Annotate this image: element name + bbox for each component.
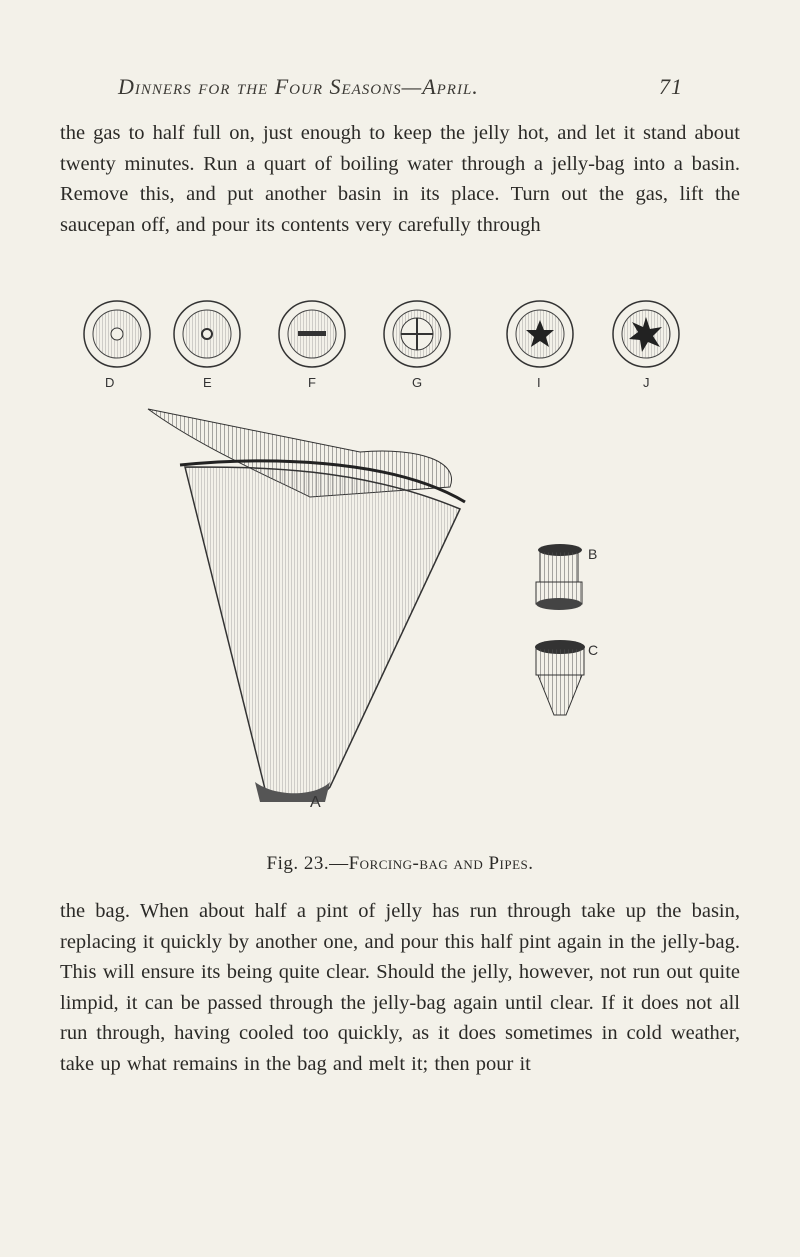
figure-illustration [60,297,740,842]
pipe-label-b: B [588,546,598,562]
nozzle-j [613,301,679,367]
nozzle-label-e: E [203,375,212,390]
pipe-label-c: C [588,642,599,658]
nozzle-label-g: G [412,375,423,390]
running-head [118,74,683,104]
nozzle-label-d: D [105,375,115,390]
nozzle-label-i: I [537,375,541,390]
page-number: 71 [659,74,683,99]
pipe-c [535,640,598,715]
pipe-b [536,544,597,610]
nozzle-f [279,301,345,367]
caption-title: Forcing-bag and Pipes. [348,853,534,874]
nozzle-g [384,301,450,367]
forcing-bag-a [148,409,465,811]
nozzle-label-j: J [643,375,650,390]
nozzle-label-f: F [308,375,316,390]
running-head-title: Dinners for the Four Seasons—April. [118,74,479,99]
nozzle-d [84,301,150,367]
paragraph-top: the gas to half full on, just enough to keep the jelly hot, and let it stand about twenty minutes. Run a quart of boiling water through a jelly-bag into a basin. Remove this, and put another basin in its place. Turn out the gas, lift the saucepan off, and pour its contents very carefully through [60,122,740,236]
nozzle-i [507,301,573,367]
bag-label-a: A [310,794,321,811]
nozzle-e [174,301,240,367]
paragraph-bottom: the bag. When about half a pint of jelly has run through take up the basin, replacing it quickly by another one, and pour this half pint again in the jelly-bag. This will ensure its being quite clear. Should the jelly, however, not run out quite limpid, it can be passed through the jelly-bag again until clear. If it does not all run through, having cooled too quickly, as it does sometimes in cold weather, take up what remains in the bag and melt it; then pour it [60,900,740,1075]
caption-prefix: Fig. 23.— [266,853,349,874]
figure-caption [0,853,800,875]
figure-forcing-bag [60,297,740,842]
